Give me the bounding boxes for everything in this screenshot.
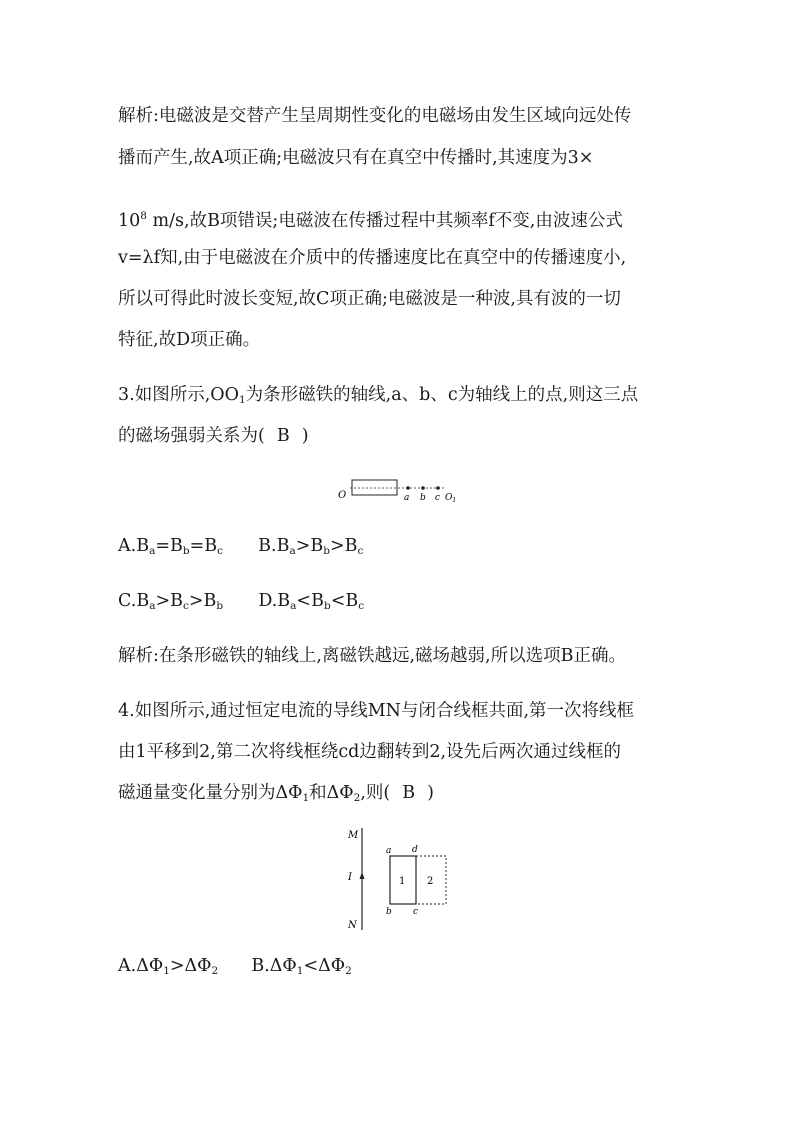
label-M: M [348, 830, 359, 841]
point-a-dot [406, 486, 410, 490]
label-N: N [348, 920, 357, 931]
point-b-dot [421, 486, 425, 490]
option-A: $A.\Delta\Phi_1>\Delta\Phi_2$ [118, 956, 219, 977]
label-a: a [386, 846, 392, 856]
question-4-line-1: 4.如图所示,通过恒定电流的导线MN与闭合线框共面,第一次将线框 [118, 701, 635, 721]
answer-3: B [276, 426, 290, 446]
current-arrow-icon [360, 872, 365, 879]
option-B: $B.B_a>B_b>B_c$ [258, 536, 364, 557]
label-b: b [386, 907, 392, 917]
analysis-line-6: 特征,故D项正确。 [118, 330, 261, 350]
question-3-analysis: 解析:在条形磁铁的轴线上,离磁铁越远,磁场越弱,所以选项B正确。 [118, 646, 626, 666]
analysis-line-5: 所以可得此时波长变短,故C项正确;电磁波是一种波,具有波的一切 [118, 289, 621, 309]
point-c-dot [436, 486, 440, 490]
label-c: c [435, 493, 441, 503]
label-I: I [348, 872, 352, 883]
question-3-line-1: 3.如图所示$,OO_1$为条形磁铁的轴线,a、b、c为轴线上的点,则这三点 [118, 385, 639, 406]
option-A: $A.B_a=B_b=B_c$ [118, 536, 224, 557]
option-B: $B.\Delta\Phi_1<\Delta\Phi_2$ [251, 956, 352, 977]
question-4-line-3: 磁通量变化量分别为$\Delta\Phi_1$和$\Delta\Phi_2$,则( B ) [118, 783, 434, 804]
question-3-line-2: 的磁场强弱关系为( B ) [118, 426, 309, 446]
question-4-options [118, 954, 352, 983]
label-b: b [420, 493, 426, 503]
region-label-2: 2 [427, 876, 434, 887]
option-C: $C.B_a>B_c>B_b$ [118, 591, 224, 612]
bar-magnet-figure [336, 474, 466, 504]
option-D: $D.B_a<B_b<B_c$ [258, 591, 365, 612]
answer-4: B [402, 783, 416, 803]
label-c: c [413, 907, 419, 917]
region-label-1: 1 [399, 876, 406, 887]
analysis-line-2: 播而产生,故A项正确;电磁波只有在真空中传播时,其速度为3× [118, 148, 594, 168]
analysis-line-1: 解析:电磁波是交替产生呈周期性变化的电磁场由发生区域向远处传 [118, 106, 632, 126]
wire-frame-figure [340, 824, 470, 934]
label-O: O [338, 490, 347, 501]
label-O1: $O_1$ [445, 493, 457, 504]
label-d: d [412, 845, 418, 855]
label-a: a [404, 493, 410, 503]
analysis-line-4: v=λf知,由于电磁波在介质中的传播速度比在真空中的传播速度小, [118, 248, 627, 268]
question-4-line-2: 由1平移到2,第二次将线框绕cd边翻转到2,设先后两次通过线框的 [118, 742, 622, 762]
option-row-CD [118, 589, 364, 618]
analysis-line-3: $10^8$ m/s,故B项错误;电磁波在传播过程中其频率f不变,由波速公式 [118, 210, 623, 231]
option-row-AB [118, 534, 363, 563]
bar-magnet [352, 480, 397, 495]
